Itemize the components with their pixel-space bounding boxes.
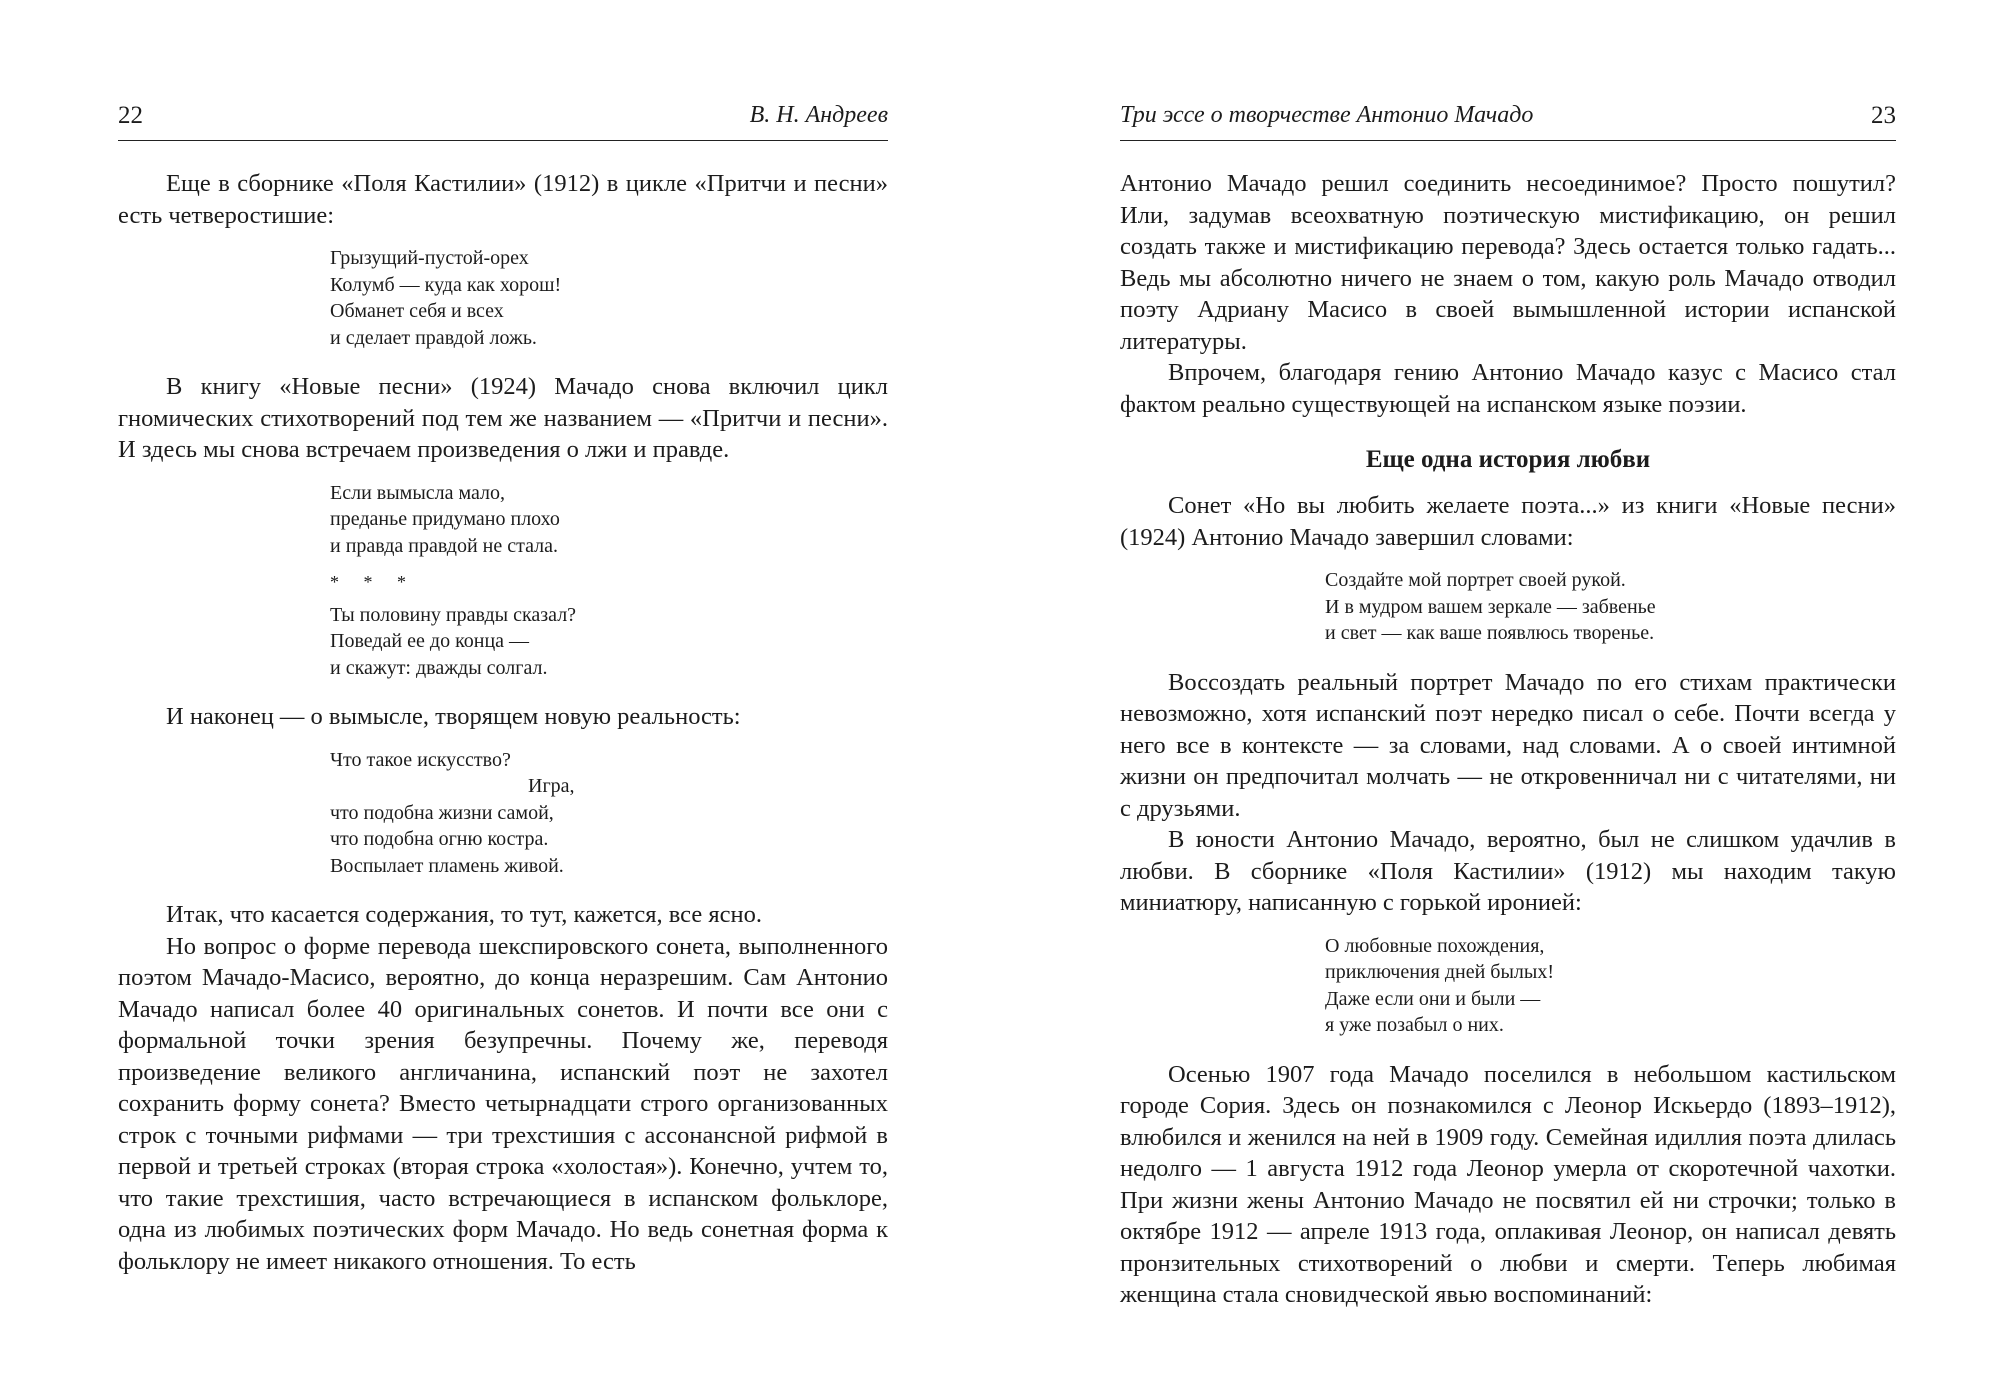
poem-line: Даже если они и были — [1325, 987, 1541, 1010]
poem-line: что подобна огню костра. [330, 828, 549, 850]
poem-line: и скажут: дважды солгал. [330, 656, 548, 679]
paragraph: Осенью 1907 года Мачадо поселился в небольшом кастильском городе Сория. Здесь он познакомился с Леонор Искьердо (1893–1912), влюбился и женился на ней в 1909 году. Семейная идиллия поэта длилась недолго — 1 августа 1912 года Леонор умерла от скоротечной чахотки. При жизни жены Антонио Мачадо не посвятил ей ни строчки; только в октябре 1912 — апреле 1913 года, оплакивая Леонор, он написал девять пронзительных стихотворений о любви и смерти. Теперь любимая женщина стала сновидческой явью воспоминаний: [1120, 1060, 1896, 1308]
poem-line: приключения дней былых! [1325, 961, 1554, 983]
left-running-title: В. Н. Андреев [749, 102, 888, 128]
paragraph: Еще в сборнике «Поля Кастилии» (1912) в цикле «Притчи и песни» есть четверостишие: [118, 170, 888, 229]
poem-line: О любовные похождения, [1325, 934, 1545, 957]
paragraph: В юности Антонио Мачадо, вероятно, был не слишком удачлив в любви. В сборнике «Поля Кастилии» (1912) мы находим такую миниатюру, написанную с горькой иронией: [1120, 826, 1896, 916]
right-page-header [1120, 100, 1896, 141]
poem [118, 245, 888, 351]
poem [118, 602, 888, 682]
paragraph: Итак, что касается содержания, то тут, кажется, все ясно. [166, 901, 762, 928]
poem-line: преданье придумано плохо [330, 508, 560, 530]
paragraph: Воссоздать реальный портрет Мачадо по его стихам практически невозможно, хотя испанский поэт нередко писал о себе. Почти всегда у него все в контексте — за словами, над словами. А о своей интимной жизни он предпочитал молчать — не откровенничал ни с читателями, ни с друзьями. [1120, 668, 1896, 822]
poem-line: Создайте мой портрет своей рукой. [1325, 569, 1626, 591]
poem-line: Воспылает пламень живой. [330, 854, 564, 877]
poem-line: и свет — как ваше появлюсь творенье. [1325, 622, 1655, 644]
poem [1120, 567, 1896, 647]
left-page [118, 0, 888, 1390]
poem-line: и сделает правдой ложь. [330, 326, 537, 349]
poem-line: И в мудром вашем зеркале — забвенье [1325, 595, 1656, 618]
left-page-number: 22 [118, 102, 143, 129]
paragraph: Впрочем, благодаря гению Антонио Мачадо казус с Масисо стал фактом реально существующей на испанском языке поэзии. [1120, 359, 1896, 418]
left-page-header [118, 100, 888, 141]
poem-line: и правда правдой не стала. [330, 534, 559, 557]
poem-line: Колумб — куда как хорош! [330, 273, 562, 296]
poem-line: что подобна жизни самой, [330, 801, 554, 824]
right-page [1120, 0, 1896, 1390]
poem [118, 747, 888, 880]
poem-line: Игра, [528, 775, 575, 797]
left-page-body [118, 168, 888, 1277]
poem-line: Поведай ее до конца — [330, 630, 530, 652]
poem-line: Ты половину правды сказал? [330, 603, 577, 626]
poem-line: Если вымысла мало, [330, 481, 506, 504]
poem-line: я уже позабыл о них. [1325, 1014, 1504, 1036]
poem [118, 480, 888, 560]
section-heading: Еще одна история любви [1365, 446, 1651, 473]
paragraph: Сонет «Но вы любить желаете поэта...» из книги «Новые песни» (1924) Антонио Мачадо завершил словами: [1120, 492, 1896, 551]
asterism-separator: * * * [330, 572, 416, 592]
poem [1120, 933, 1896, 1039]
poem-line: Грызущий-пустой-орех [330, 247, 529, 269]
right-page-number: 23 [1871, 102, 1896, 129]
right-running-title: Три эссе о творчестве Антонио Мачадо [1120, 102, 1534, 128]
paragraph: И наконец — о вымысле, творящем новую реальность: [166, 703, 741, 730]
right-page-body [1120, 168, 1896, 1311]
paragraph: Но вопрос о форме перевода шекспировского сонета, выполненного поэтом Мачадо-Масисо, вероятно, до конца неразрешим. Сам Антонио Мачадо написал более 40 оригинальных сонетов. И почти все они с формальной точки зрения безупречны. Почему же, переводя произведение великого англичанина, испанский поэт не захотел сохранить форму сонета? Вместо четырнадцати строго организованных строк с точными рифмами — три трехстишия с ассонансной рифмой в первой и третьей строках (вторая строка «холостая»). Конечно, учтем то, что такие трехстишия, часто встречающиеся в испанском фольклоре, одна из любимых поэтических форм Мачадо. Но ведь сонетная форма к фольклору не имеет никакого отношения. То есть [118, 932, 888, 1275]
poem-line: Что такое искусство? [330, 748, 511, 771]
paragraph: В книгу «Новые песни» (1924) Мачадо снова включил цикл гномических стихотворений под тем же названием — «Притчи и песни». И здесь мы снова встречаем произведения о лжи и правде. [118, 373, 888, 463]
paragraph: Антонио Мачадо решил соединить несоединимое? Просто пошутил? Или, задумав всеохватную поэтическую мистификацию, он решил создать также и мистификацию перевода? Здесь остается только гадать... Ведь мы абсолютно ничего не знаем о том, какую роль Мачадо отводил поэту Адриану Масисо в своей вымышленной истории испанской литературы. [1120, 170, 1896, 355]
poem-line: Обманет себя и всех [330, 300, 504, 322]
